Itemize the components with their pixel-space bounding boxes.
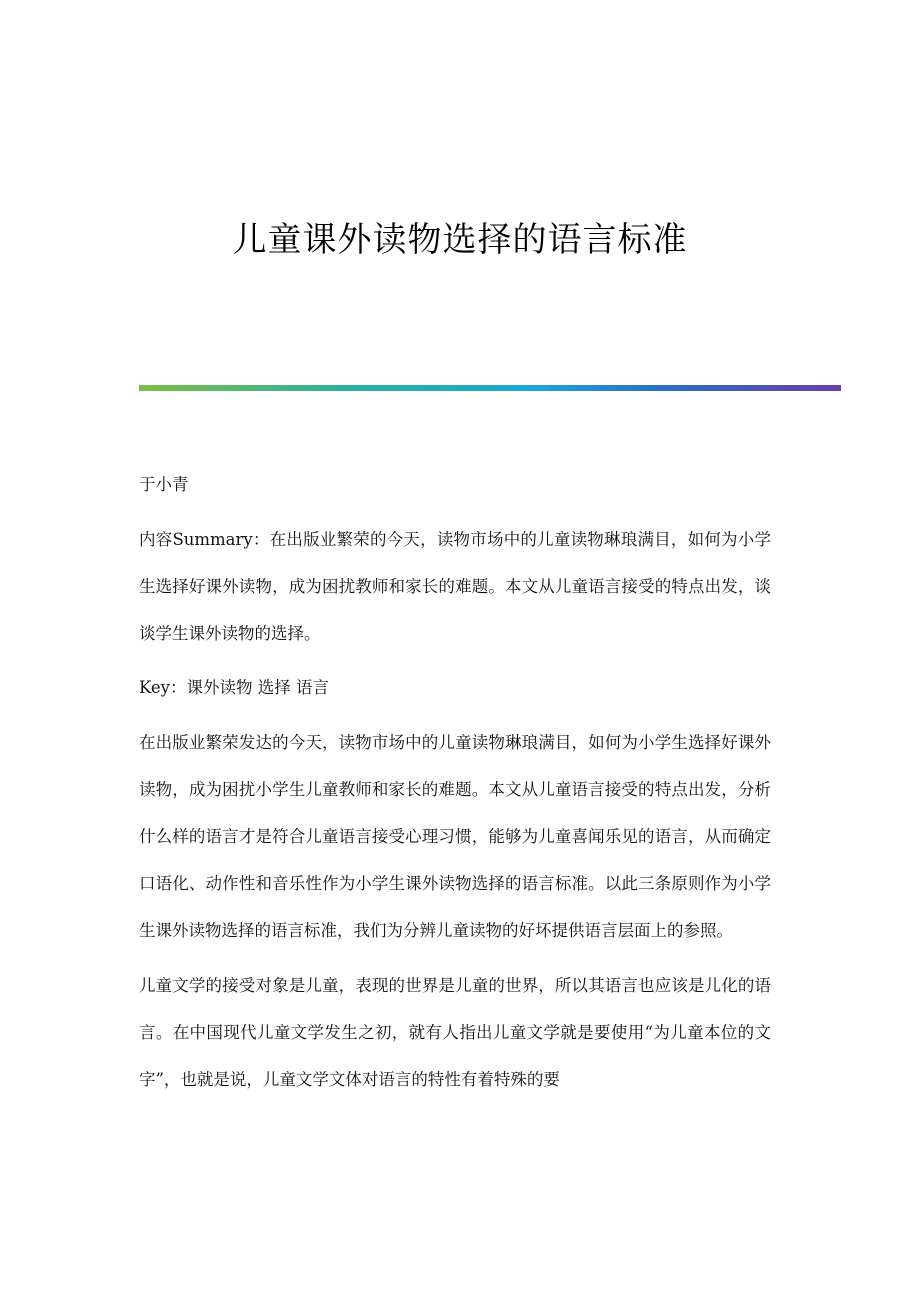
body-paragraph-1: 在出版业繁荣发达的今天，读物市场中的儿童读物琳琅满目，如何为小学生选择好课外读物，成为困扰小学生儿童教师和家长的难题。本文从儿童语言接受的特点出发，分析什么样的语言才是符合儿童语言接受心理习惯，能够为儿童喜闻乐见的语言，从而确定口语化、动作性和音乐性作为小学生课外读物选择的语言标准。以此三条原则作为小学生课外读物选择的语言标准，我们为分辨儿童读物的好坏提供语言层面上的参照。 (139, 733, 771, 940)
author-line: 于小青 (139, 475, 189, 494)
keywords-line: Key：课外读物 选择 语言 (139, 678, 329, 697)
gradient-divider (139, 385, 841, 391)
body-paragraph-2: 儿童文学的接受对象是儿童，表现的世界是儿童的世界，所以其语言也应该是儿化的语言。在中国现代儿童文学发生之初，就有人指出儿童文学就是要使用“为儿童本位的文字”，也就是说，儿童文学文体对语言的特性有着特殊的要 (139, 976, 771, 1089)
document-title: 儿童课外读物选择的语言标准 (232, 220, 688, 260)
document-body (139, 462, 771, 1111)
summary-paragraph: 内容Summary：在出版业繁荣的今天，读物市场中的儿童读物琳琅满目，如何为小学生选择好课外读物，成为困扰教师和家长的难题。本文从儿童语言接受的特点出发，谈谈学生课外读物的选择。 (139, 530, 771, 643)
